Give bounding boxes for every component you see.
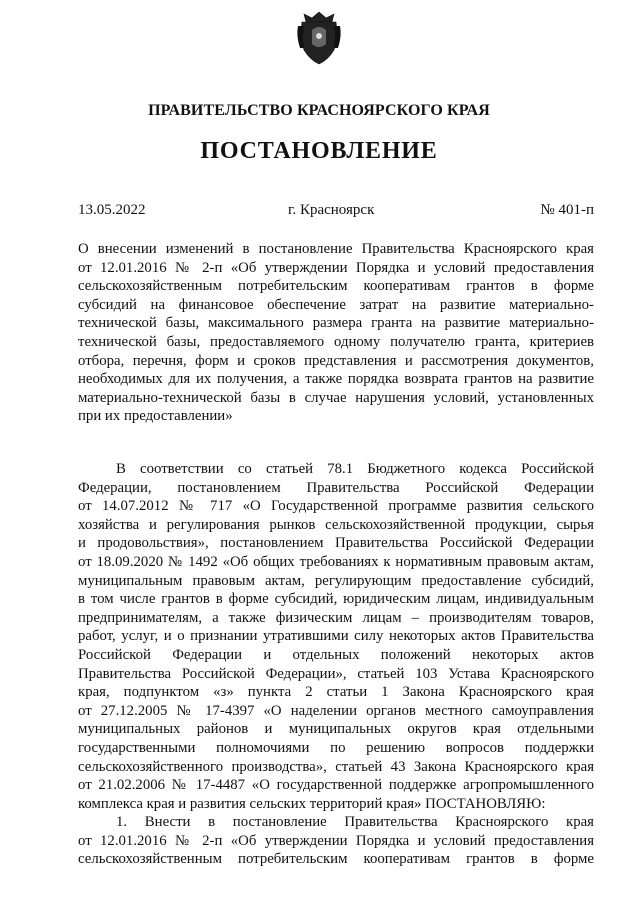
body-line: края, подпунктом «з» пункта 2 статьи 1 Закона Красноярского края xyxy=(78,684,594,701)
subject-line: необходимых для их получения, а также порядка возврата грантов на развитие xyxy=(78,371,594,388)
body-line: сельскохозяйственного производства», статьей 43 Закона Красноярского края xyxy=(78,758,594,775)
subject-line: отбора, перечня, форм и сроков представления и рассмотрения документов, xyxy=(78,352,594,369)
body-line: 1. Внести в постановление Правительства Красноярского края xyxy=(116,814,594,831)
body-line: государственными полномочиями по решению вопросов поддержки xyxy=(78,739,594,756)
body-line: хозяйства и регулирования рынков сельскохозяйственной продукции, сырья xyxy=(78,516,594,533)
body-line: Российской Федерации и отдельных положений некоторых актов xyxy=(78,646,594,663)
subject-line: технической базы, предоставляемого одному получателю гранта, критериев xyxy=(78,333,594,350)
subject-line: О внесении изменений в постановление Правительства Красноярского края xyxy=(78,241,594,257)
body-line: в том числе грантов в форме субсидий, юридическим лицам, индивидуальным xyxy=(78,591,594,608)
body-line: и продовольствия», постановлением Правительства Российской Федерации xyxy=(78,535,594,552)
body-line: муниципальных районов и муниципальных округов края отдельными xyxy=(78,721,594,738)
subject-line: от 12.01.2016 № 2-п «Об утверждении Порядка и условий предоставления xyxy=(78,259,594,276)
subject-line: при их предоставлении» xyxy=(78,408,233,425)
document-date: 13.05.2022 xyxy=(78,202,146,218)
body-line: работ, услуг, и о признании утратившими силу некоторых актов Правительства xyxy=(78,628,594,645)
body-line: Правительства Российской Федерации», статьей 103 Устава Красноярского xyxy=(78,665,594,682)
body-line: от 18.09.2020 № 1492 «Об общих требованиях к нормативным правовым актам, xyxy=(78,553,594,570)
document-meta-row xyxy=(78,202,594,222)
body-line: комплекса края и развития сельских территорий края» ПОСТАНОВЛЯЮ: xyxy=(78,795,546,812)
subject-line: субсидий на финансовое обеспечение затрат на развитие материально- xyxy=(78,296,594,313)
body-line: от 14.07.2012 № 717 «О Государственной программе развития сельского xyxy=(78,498,594,515)
document-type-title: ПОСТАНОВЛЕНИЕ xyxy=(200,138,438,164)
body-line: муниципальным правовым актам, регулирующим предоставление субсидий, xyxy=(78,572,594,589)
body-line: от 12.01.2016 № 2-п «Об утверждении Порядка и условий предоставления xyxy=(78,832,594,849)
body-line: от 21.02.2006 № 17-4487 «О государственной поддержке агропромышленного xyxy=(78,777,594,794)
document-subject xyxy=(78,240,594,426)
body-line: от 27.12.2005 № 17-4397 «О наделении органов местного самоуправления xyxy=(78,702,594,719)
body-line: сельскохозяйственным потребительским кооперативам грантов в форме xyxy=(78,851,594,868)
body-line: предпринимателям, а также физическим лицам – производителям товаров, xyxy=(78,609,594,626)
subject-line: материально-технической базы в случае нарушения условий, установленных xyxy=(78,389,594,406)
body-line: В соответствии со статьей 78.1 Бюджетного кодекса Российской xyxy=(116,461,594,477)
document-city: г. Красноярск xyxy=(288,202,375,218)
subject-line: сельскохозяйственным потребительским кооперативам грантов в форме xyxy=(78,278,594,295)
document-body xyxy=(78,460,594,869)
coat-of-arms-emblem xyxy=(296,8,342,66)
document-number: № 401-п xyxy=(540,202,594,218)
organization-title: ПРАВИТЕЛЬСТВО КРАСНОЯРСКОГО КРАЯ xyxy=(148,102,490,119)
subject-line: технической базы, максимального размера гранта на развитие материально- xyxy=(78,315,594,332)
body-line: Федерации, постановлением Правительства Российской Федерации xyxy=(78,479,594,496)
